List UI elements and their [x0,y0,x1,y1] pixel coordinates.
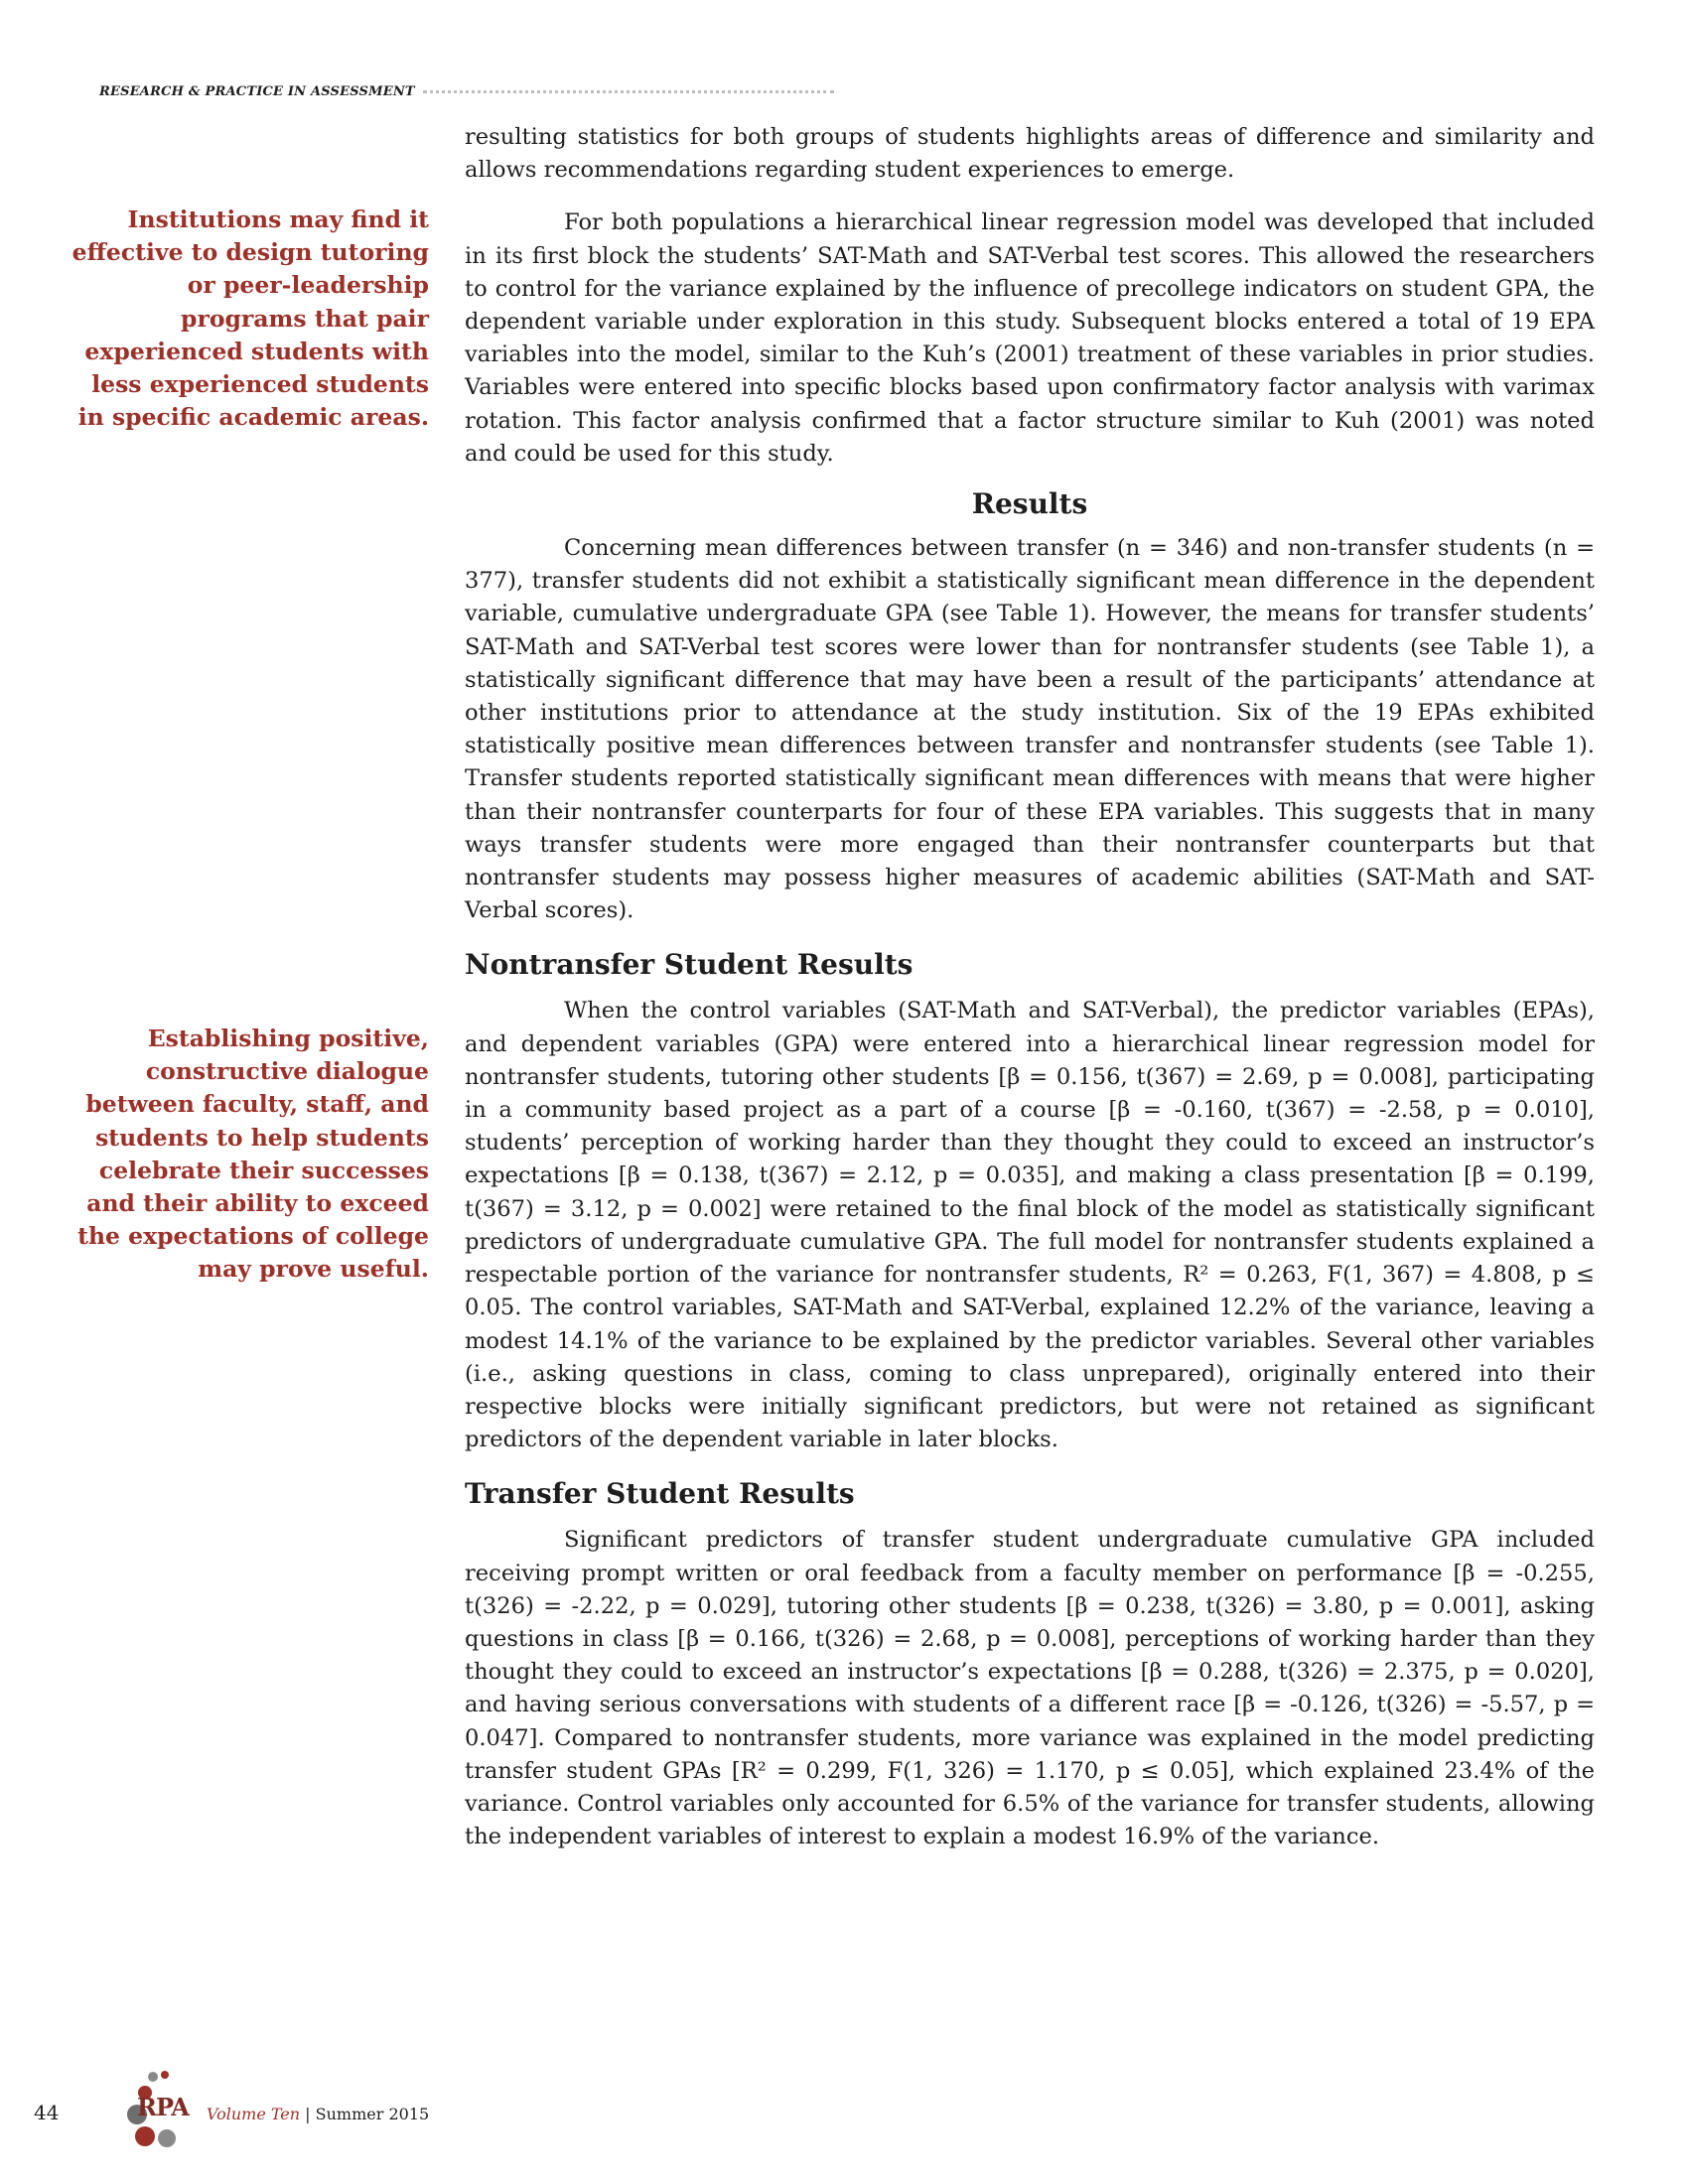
logo-text: RPA [137,2093,189,2121]
season-label: Summer 2015 [315,2105,430,2123]
running-head-title: RESEARCH & PRACTICE IN ASSESSMENT [99,83,415,99]
heading-results: Results [971,487,1088,521]
paragraph-transfer-results: Significant predictors of transfer student undergraduate cumulative GPA included receiving prompt written or oral feedback from a faculty member on performance [β = -0.255, t(326) = -2.22, p = 0.029], tutoring other students [β = 0.238, t(326) = 3.80, p = 0.001], asking questions in class [β = 0.166, t(326) = 2.68, p = 0.008], perceptions of working harder than they thought they could to exceed an instructor’s expectations [β = 0.288, t(326) = 2.375, p = 0.020], and having serious conversations with students of a different race [β = -0.126, t(326) = -5.57, p = 0.047]. Compared to nontransfer students, more variance was explained in the model predicting transfer student GPAs [R² = 0.299, F(1, 326) = 1.170, p ≤ 0.05], which explained 23.4% of the variance. Control variables only accounted for 6.5% of the variance for transfer students, allowing the independent variables of interest to explain a modest 16.9% of the variance. [465,1527,1595,1850]
running-head-rule [423,90,834,93]
article-body [465,121,1595,1853]
heading-nontransfer-results: Nontransfer Student Results [465,948,914,982]
paragraph-results: Concerning mean differences between transfer (n = 346) and non-transfer students (n = 377), transfer students did not exhibit a statistically significant mean difference in the dependent variable, cumulative undergraduate GPA (see Table 1). However, the means for transfer students’ SAT-Math and SAT-Verbal test scores were lower than for nontransfer students (see Table 1), a statistically significant difference that may have been a result of the participants’ attendance at other institutions prior to attendance at the study institution. Six of the 19 EPAs exhibited statistically positive mean differences between transfer and nontransfer students (see Table 1). Transfer students reported statistically significant mean differences with means that were higher than their nontransfer counterparts for four of these EPA variables. This suggests that in many ways transfer students were more engaged than their nontransfer counterparts but that nontransfer students may possess higher measures of academic abilities (SAT-Math and SAT-Verbal scores). [465,535,1595,924]
pull-quote-2: Establishing positive, constructive dialogue between faculty, staff, and students to help students celebrate their successes and their ability to exceed the expectations of college may prove useful. [77,1024,429,1284]
page-footer [30,2065,526,2154]
page-number: 44 [34,2101,60,2124]
issue-separator: | [305,2105,311,2123]
running-head [99,79,834,103]
volume-label: Volume Ten [207,2105,301,2123]
paragraph-nontransfer-results: When the control variables (SAT-Math and SAT-Verbal), the predictor variables (EPAs), and dependent variables (GPA) were entered into a hierarchical linear regression model for nontransfer students, tutoring other students [β = 0.156, t(367) = 2.69, p = 0.008], participating in a community based project as a part of a course [β = -0.160, t(367) = -2.58, p = 0.010], students’ perception of working harder than they thought they could to exceed an instructor’s expectations [β = 0.138, t(367) = 2.12, p = 0.035], and making a class presentation [β = 0.199, t(367) = 3.12, p = 0.002] were retained to the final block of the model as statistically significant predictors of undergraduate cumulative GPA. The full model for nontransfer students explained a respectable portion of the variance for nontransfer students, R² = 0.263, F(1, 367) = 4.808, p ≤ 0.05. The control variables, SAT-Math and SAT-Verbal, explained 12.2% of the variance, leaving a modest 14.1% of the variance to be explained by the predictor variables. Several other variables (i.e., asking questions in class, coming to class unprepared), originally entered into their respective blocks were initially significant predictors, but were not retained as significant predictors of the dependent variable in later blocks. [465,998,1595,1453]
heading-transfer-results: Transfer Student Results [465,1477,855,1511]
pull-quote-1: Institutions may find it effective to design tutoring or peer-leadership programs that pair experienced students with less experienced students in specific academic areas. [71,205,429,432]
paragraph-method: For both populations a hierarchical linear regression model was developed that included in its first block the students’ SAT-Math and SAT-Verbal test scores. This allowed the researchers to control for the variance explained by the influence of precollege indicators on student GPA, the dependent variable under exploration in this study. Subsequent blocks entered a total of 19 EPA variables into the model, similar to the Kuh’s (2001) treatment of these variables in prior studies. Variables were entered into specific blocks based upon confirmatory factor analysis with varimax rotation. This factor analysis confirmed that a factor structure similar to Kuh (2001) was noted and could be used for this study. [465,209,1595,467]
issue-line [207,2105,429,2123]
paragraph-intro: resulting statistics for both groups of students highlights areas of difference and similarity and allows recommendations regarding student experiences to emerge. [465,124,1595,184]
